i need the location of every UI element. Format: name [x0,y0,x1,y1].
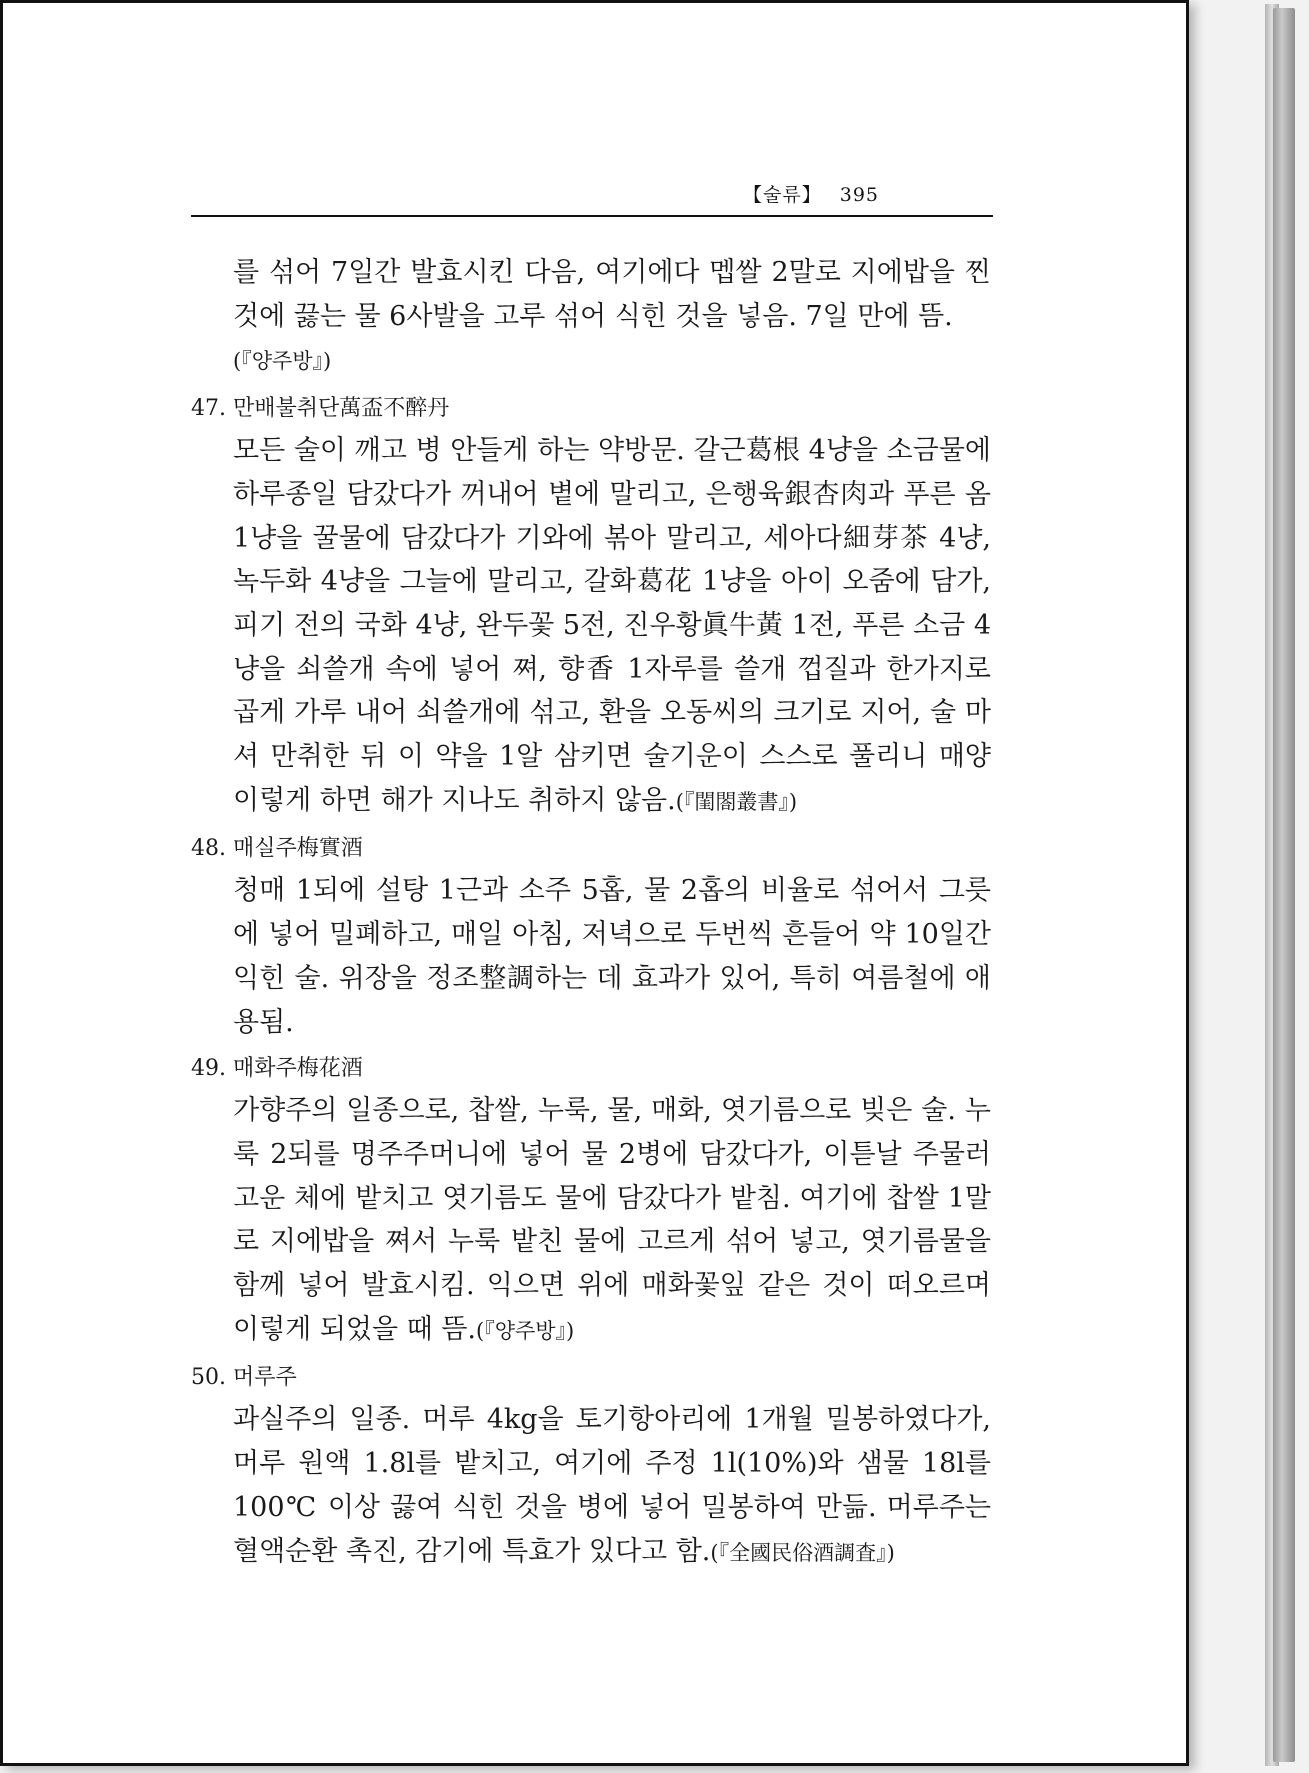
citation: (『양주방』) [476,1318,575,1343]
entry-heading [191,830,991,867]
entry-title: 매실주梅實酒 [233,836,363,862]
continuation-paragraph [191,251,991,384]
citation: (『全國民俗酒調査』) [710,1540,895,1565]
page-content [191,251,991,1575]
section-label: 【술류】 [743,184,822,206]
entry-body [191,429,991,824]
entry-text: 과실주의 일종. 머루 4kg을 토기항아리에 1개월 밀봉하였다가, 머루 원액 1.8l를 밭치고, 여기에 주정 1l(10%)와 샘물 18l를 100℃ 이상 끓여 식힌 것을 병에 넣어 밀봉하여 만듦. 머루주는 혈액순환 촉진, 감기에 특효가 있다고 함. [233,1404,991,1567]
header-rule [191,215,993,217]
entry-heading [191,390,991,427]
entry-title: 만배불취단萬盃不醉丹 [233,396,450,422]
running-head [743,180,879,207]
citation: (『閨閤叢書』) [675,789,798,814]
entry-text: 청매 1되에 설탕 1근과 소주 5홉, 물 2홉의 비율로 섞어서 그릇에 넣어 밀폐하고, 매일 아침, 저녁으로 두번씩 흔들어 약 10일간 익힌 술. 위장을 정조整調하는 데 효과가 있어, 특히 여름철에 애용됨. [233,875,991,1038]
entry-heading [191,1050,991,1087]
entry-body [191,1398,991,1575]
entry-number: 50. [191,1365,226,1391]
entry-title: 머루주 [233,1365,297,1391]
continuation-text: 를 섞어 7일간 발효시킨 다음, 여기에다 멥쌀 2말로 지에밥을 찐 것에 끓는 물 6사발을 고루 섞어 식힌 것을 넣음. 7일 만에 뜸. [233,257,991,332]
entry-heading [191,1359,991,1396]
entry-body [191,869,991,1044]
entry-number: 47. [191,396,226,422]
entry-number: 48. [191,836,226,862]
page-stack-shadow [1273,8,1295,1762]
entry-title: 매화주梅花酒 [233,1056,363,1082]
entry-text: 모든 술이 깨고 병 안들게 하는 약방문. 갈근葛根 4냥을 소금물에 하루종일 담갔다가 꺼내어 볕에 말리고, 은행육銀杏肉과 푸른 옴 1냥을 꿀물에 담갔다가 기와에 볶아 말리고, 세아다細芽茶 4냥, 녹두화 4냥을 그늘에 말리고, 갈화葛花 1냥을 아이 오줌에 담가, 피기 전의 국화 4냥, 완두꽃 5전, 진우황眞牛黃 1전, 푸른 소금 4냥을 쇠쓸개 속에 넣어 쪄, 향香 1자루를 쓸개 껍질과 한가지로 곱게 가루 내어 쇠쓸개에 섞고, 환을 오동씨의 크기로 지어, 술 마셔 만취한 뒤 이 약을 1알 삼키면 술기운이 스스로 풀리니 매양 이렇게 하면 해가 지나도 취하지 않음. [233,435,991,816]
entry-body [191,1089,991,1353]
page-number: 395 [839,184,879,206]
entry-number: 49. [191,1056,226,1082]
entry-text: 가향주의 일종으로, 찹쌀, 누룩, 물, 매화, 엿기름으로 빚은 술. 누룩 2되를 명주주머니에 넣어 물 2병에 담갔다가, 이튿날 주물러 고운 체에 밭치고 엿기름도 물에 담갔다가 밭침. 여기에 찹쌀 1말로 지에밥을 쪄서 누룩 밭친 물에 고르게 섞어 넣고, 엿기름물을 함께 넣어 발효시킴. 익으면 위에 매화꽃잎 같은 것이 떠오르며 이렇게 되었을 때 뜸. [233,1095,991,1345]
citation: (『양주방』) [233,349,332,374]
